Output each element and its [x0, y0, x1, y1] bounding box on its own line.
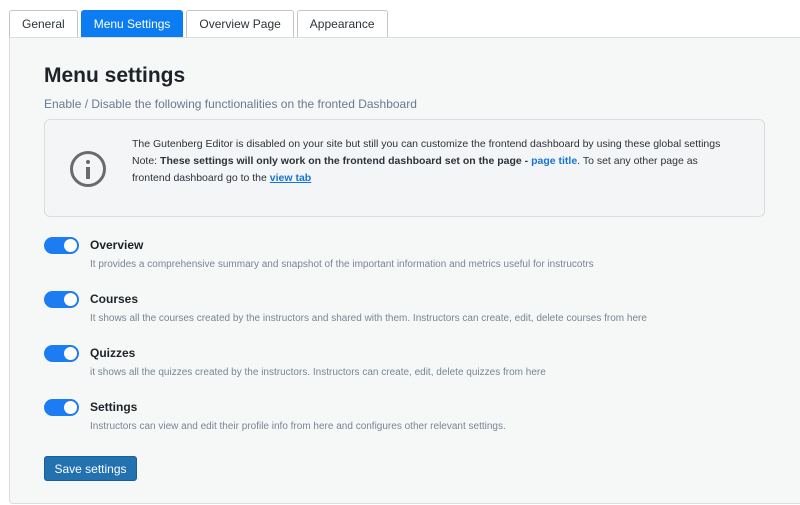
- notice-note-bold: These settings will only work on the frontend dashboard set on the page -: [160, 155, 529, 167]
- setting-quizzes: [44, 345, 764, 385]
- courses-toggle[interactable]: [44, 291, 79, 308]
- notice-text: [132, 136, 732, 187]
- setting-label: Courses: [90, 292, 139, 306]
- page-title: Menu settings: [44, 64, 186, 87]
- setting-label: Quizzes: [90, 346, 136, 360]
- tab-menu-settings[interactable]: Menu Settings: [81, 10, 184, 37]
- setting-description: It provides a comprehensive summary and snapshot of the important information and metrics useful for instrucotrs: [90, 259, 594, 270]
- notice-line: The Gutenberg Editor is disabled on your site but still you can customize the frontend dashboard by using these global settings: [132, 138, 721, 150]
- tab-overview-page[interactable]: Overview Page: [186, 10, 293, 37]
- view-tab-link[interactable]: view tab: [269, 172, 312, 184]
- setting-settings: [44, 399, 764, 439]
- setting-description: Instructors can view and edit their profile info from here and configures other relevant settings.: [90, 421, 506, 432]
- page-title-link[interactable]: page title: [531, 155, 578, 167]
- notice-note-middle: . To set any other page as frontend dashboard go to the: [132, 155, 698, 184]
- tab-appearance[interactable]: Appearance: [297, 10, 388, 37]
- notice-note-prefix: Note:: [132, 155, 158, 167]
- info-icon: [70, 151, 106, 187]
- settings-panel: [9, 37, 800, 504]
- overview-toggle[interactable]: [44, 237, 79, 254]
- tab-general[interactable]: General: [9, 10, 78, 37]
- setting-label: Settings: [90, 400, 138, 414]
- page-subtitle: Enable / Disable the following functionalities on the fronted Dashboard: [44, 97, 417, 111]
- setting-label: Overview: [90, 238, 144, 252]
- gutenberg-notice: [44, 119, 765, 217]
- save-settings-button[interactable]: Save settings: [44, 456, 137, 481]
- settings-toggle[interactable]: [44, 399, 79, 416]
- setting-overview: [44, 237, 764, 277]
- setting-description: it shows all the quizzes created by the instructors. Instructors can create, edit, delete quizzes from here: [90, 367, 546, 378]
- settings-tabs: [9, 10, 388, 37]
- quizzes-toggle[interactable]: [44, 345, 79, 362]
- setting-courses: [44, 291, 764, 331]
- setting-description: It shows all the courses created by the instructors and shared with them. Instructors can create, edit, delete courses from here: [90, 313, 647, 324]
